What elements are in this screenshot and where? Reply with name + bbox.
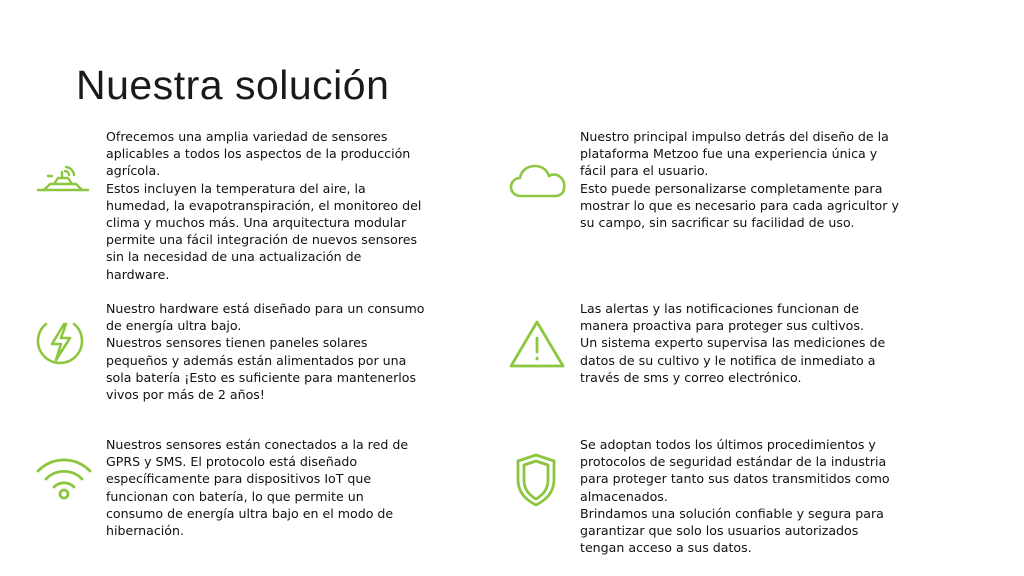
feature-line: funcionan con batería, lo que permite un — [106, 488, 364, 504]
warning-icon — [508, 318, 566, 370]
feature-line: humedad, la evapotranspiración, el monitoreo del — [106, 197, 422, 213]
feature-line: datos de su cultivo y le notifica de inmediato a — [580, 352, 876, 368]
wifi-icon — [34, 456, 94, 502]
feature-line: sola batería ¡Esto es suficiente para mantenerlos — [106, 369, 417, 385]
shield-icon — [514, 452, 558, 508]
feature-line: mostrar lo que es necesario para cada agricultor y — [580, 197, 899, 213]
feature-line: Nuestro principal impulso detrás del diseño de la — [580, 129, 889, 144]
feature-line: hardware. — [106, 266, 170, 282]
cloud-icon — [508, 160, 568, 202]
feature-line: hibernación. — [106, 523, 184, 539]
feature-line: Las alertas y las notificaciones funcionan de — [580, 301, 859, 316]
feature-alerts — [580, 300, 925, 386]
feature-line: Nuestros sensores están conectados a la red de — [106, 437, 409, 452]
feature-platform — [580, 128, 925, 231]
feature-line: fácil para el usuario. — [580, 163, 709, 179]
feature-connectivity — [106, 436, 451, 539]
slide-title: Nuestra solución — [76, 62, 390, 108]
feature-line: Esto puede personalizarse completamente para — [580, 180, 883, 196]
feature-line: Estos incluyen la temperatura del aire, la — [106, 180, 366, 196]
feature-line: pequeños y además están alimentados por una — [106, 352, 407, 368]
feature-line: para proteger tanto sus datos transmitidos como — [580, 471, 890, 487]
feature-line: Un sistema experto supervisa las mediciones de — [580, 335, 886, 351]
feature-line: de energía ultra bajo. — [106, 318, 242, 334]
feature-sensors — [106, 128, 451, 283]
feature-line: sin la necesidad de una actualización de — [106, 249, 362, 265]
feature-energy — [106, 300, 451, 403]
feature-security — [580, 436, 925, 556]
feature-line: almacenados. — [580, 488, 668, 504]
sensor-icon — [34, 162, 92, 194]
feature-line: protocolos de seguridad estándar de la industria — [580, 454, 887, 470]
feature-line: Brindamos una solución confiable y segura para — [580, 505, 884, 521]
feature-line: tengan acceso a sus datos. — [580, 540, 752, 556]
feature-line: permite una fácil integración de nuevos sensores — [106, 232, 418, 248]
feature-line: través de sms y correo electrónico. — [580, 369, 802, 385]
feature-line: aplicables a todos los aspectos de la producción — [106, 146, 411, 162]
feature-line: Nuestro hardware está diseñado para un consumo — [106, 301, 425, 316]
feature-line: Se adoptan todos los últimos procedimientos y — [580, 437, 876, 452]
feature-line: agrícola. — [106, 163, 161, 179]
feature-line: Ofrecemos una amplia variedad de sensores — [106, 129, 388, 144]
feature-line: plataforma Metzoo fue una experiencia única y — [580, 146, 878, 162]
feature-line: vivos por más de 2 años! — [106, 387, 265, 403]
feature-line: manera proactiva para proteger sus cultivos. — [580, 318, 864, 334]
feature-line: consumo de energía ultra bajo en el modo de — [106, 505, 394, 521]
feature-line: Nuestros sensores tienen paneles solares — [106, 335, 368, 351]
feature-line: específicamente para dispositivos IoT que — [106, 471, 372, 487]
feature-line: GPRS y SMS. El protocolo está diseñado — [106, 454, 358, 470]
feature-line: su campo, sin sacrificar su facilidad de uso. — [580, 215, 855, 231]
energy-icon — [34, 316, 86, 368]
feature-line: garantizar que solo los usuarios autorizados — [580, 523, 859, 539]
feature-line: clima y muchos más. Una arquitectura modular — [106, 215, 407, 231]
